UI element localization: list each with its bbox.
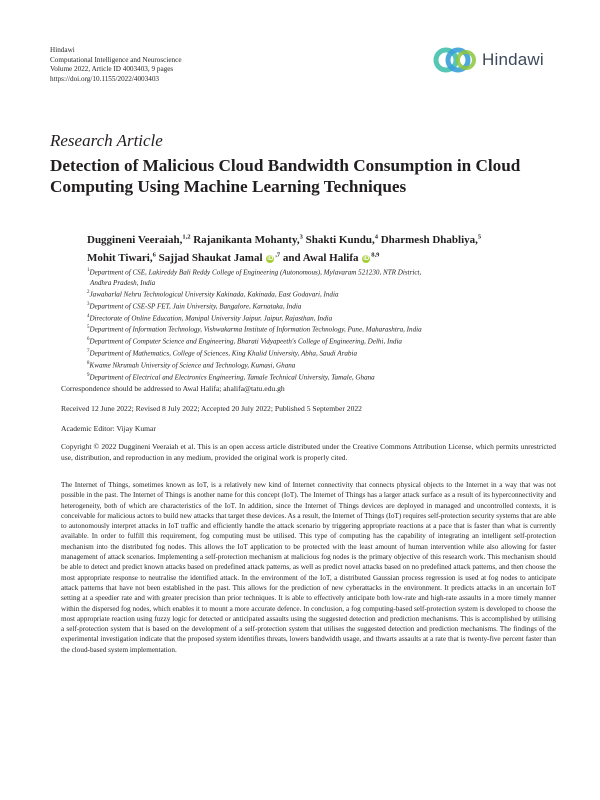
journal-name: Computational Intelligence and Neuroscience <box>50 55 182 64</box>
author[interactable]: Mohit Tiwari,$^6$ <box>87 251 156 265</box>
author[interactable]: Sajjad Shaukat Jamal $iD^{,7}$ <box>158 251 281 265</box>
article-type: Research Article <box>50 131 163 150</box>
volume-info: Volume 2022, Article ID 4003403, 9 pages <box>50 65 174 74</box>
affiliation: $^1$Department of CSE, Lakireddy Bali Reddy College of Engineering (Autonomous), Mylavaram 521230, NTR District, <box>87 268 422 277</box>
affiliation: $^6$Department of Computer Science and Engineering, Bharati Vidyapeeth's College of Engineering, Delhi, India <box>87 337 402 346</box>
affiliation: $^8$Kwame Nkrumah University of Science and Technology, Kumasi, Ghana <box>87 360 296 370</box>
logo-text: Hindawi <box>482 50 544 69</box>
author[interactable]: Dharmesh Dhabliya,$^5$ <box>380 233 482 246</box>
affiliation: $^9$Department of Electrical and Electronics Engineering, Tamale Technical University, Tamale, Ghana <box>87 372 375 381</box>
affiliation: $^4$Directorate of Online Education, Manipal University Jaipur, Jaipur, Rajasthan, India <box>87 313 333 323</box>
abstract: The Internet of Things, sometimes known as IoT, is a relatively new kind of Internet connectivity that connects physical objects to the Internet in a way that was not possible in the past. The Internet of Things is another name for this concept (IoT). The Internet of Things has a larger attack surface as a result of its hyperconnectivity and heterogeneity, both of which are characteristics of the IoT. In addition, since the Internet of Things devices are deployed in managed and uncontrolled contexts, it is conceivable for malicious actors to build new attacks that target these devices. As a result, the Internet of Things (IoT) requires self-protection security systems that are able to autonomously interpret attacks in IoT traffic and efficiently handle the attack scenario by triggering appropriate reactions at a pace that is faster than what is currently available. In order to fulfill this requirement, fog computing must be utilised. This type of computing has the capability of integrating an intelligent self-protection mechanism into the distributed fog nodes. This allows the IoT application to be protected with the least amount of human intervention while also allowing for faster management of attack scenarios. Implementing a self-protection mechanism at malicious fog nodes is the primary objective of this research work. This mechanism should be able to detect and predict known attacks based on predefined attack patterns, as well as predict novel attacks based on no predefined attack patterns, and then choose the most appropriate response to neutralise the identified attack. In the environment of the IoT, a distributed Gaussian process regression is used at fog nodes to anticipate attack patterns that have not been established in the past. This allows for the prediction of new cyberattacks in the environment. It predicts attacks in an uncertain IoT setting at a speedier rate and with greater precision than prior techniques. It is able to effectively anticipate both low-rate and high-rate assaults in a more timely manner within the dispersed fog nodes, which enables it to mount a more accurate defence. In conclusion, a fog computing-based self-protection system is developed to choose the most appropriate reaction using fuzzy logic for detected or anticipated assaults using the suggested detection and prediction mechanisms. This is accomplished by utilising a self-protection system that is based on the development of a self-protection system that utilises the suggested detection and prediction mechanisms. The findings of the experimental investigation indicate that the proposed system identifies threats, lowers bandwidth usage, and thwarts assaults at a rate that is twenty-five percent faster than the cloud-based system implementation. <box>61 481 556 654</box>
affiliation: $^2$Jawaharlal Nehru Technological University Kakinada, Kakinada, East Godavari, India <box>87 290 339 299</box>
affiliation-continuation: Andhra Pradesh, India <box>90 278 156 287</box>
doi-link[interactable]: https://doi.org/10.1155/2022/4003403 <box>50 74 160 83</box>
affiliation-list <box>87 266 557 382</box>
author[interactable]: Duggineni Veeraiah,$^{1,2}$ <box>87 233 191 246</box>
journal-info <box>50 46 182 84</box>
copyright-notice: Copyright © 2022 Duggineni Veeraiah et al. This is an open access article distributed under the Creative Commons Attribution License, which permits unrestricted use, distribution, and reproduction in any medium, provided the original work is properly cited. <box>61 442 556 462</box>
orcid-icon[interactable]: iD <box>267 255 274 262</box>
article-title: Detection of Malicious Cloud Bandwidth Consumption in Cloud Computing Using Machine Learning Techniques <box>50 156 521 196</box>
academic-editor: Academic Editor: Vijay Kumar <box>61 424 156 433</box>
hindawi-logo[interactable] <box>432 38 557 82</box>
correspondence: Correspondence should be addressed to Awal Halifa; ahalifa@tatu.edu.gh <box>61 384 285 393</box>
author[interactable]: Rajanikanta Mohanty,$^3$ <box>193 233 303 246</box>
publisher-name: Hindawi <box>50 46 75 54</box>
orcid-icon[interactable]: iD <box>363 255 370 262</box>
author[interactable]: and Awal Halifa iD$^{8,9}$ <box>282 251 380 265</box>
affiliation: $^7$Department of Mathematics, College of Sciences, King Khalid University, Abha, Saudi Arabia <box>87 349 357 358</box>
author[interactable]: Shakti Kundu,$^4$ <box>305 233 378 246</box>
affiliation: $^3$Department of CSE-SP FET, Jain University, Bangalore, Karnataka, India <box>87 301 302 311</box>
author-list <box>87 229 557 266</box>
affiliation: $^5$Department of Information Technology, Vishwakarma Institute of Information Technology, Pune, Maharashtra, India <box>87 325 422 334</box>
hindawi-logo-icon <box>432 42 478 78</box>
publication-dates: Received 12 June 2022; Revised 8 July 2022; Accepted 20 July 2022; Published 5 September 2022 <box>61 404 362 413</box>
